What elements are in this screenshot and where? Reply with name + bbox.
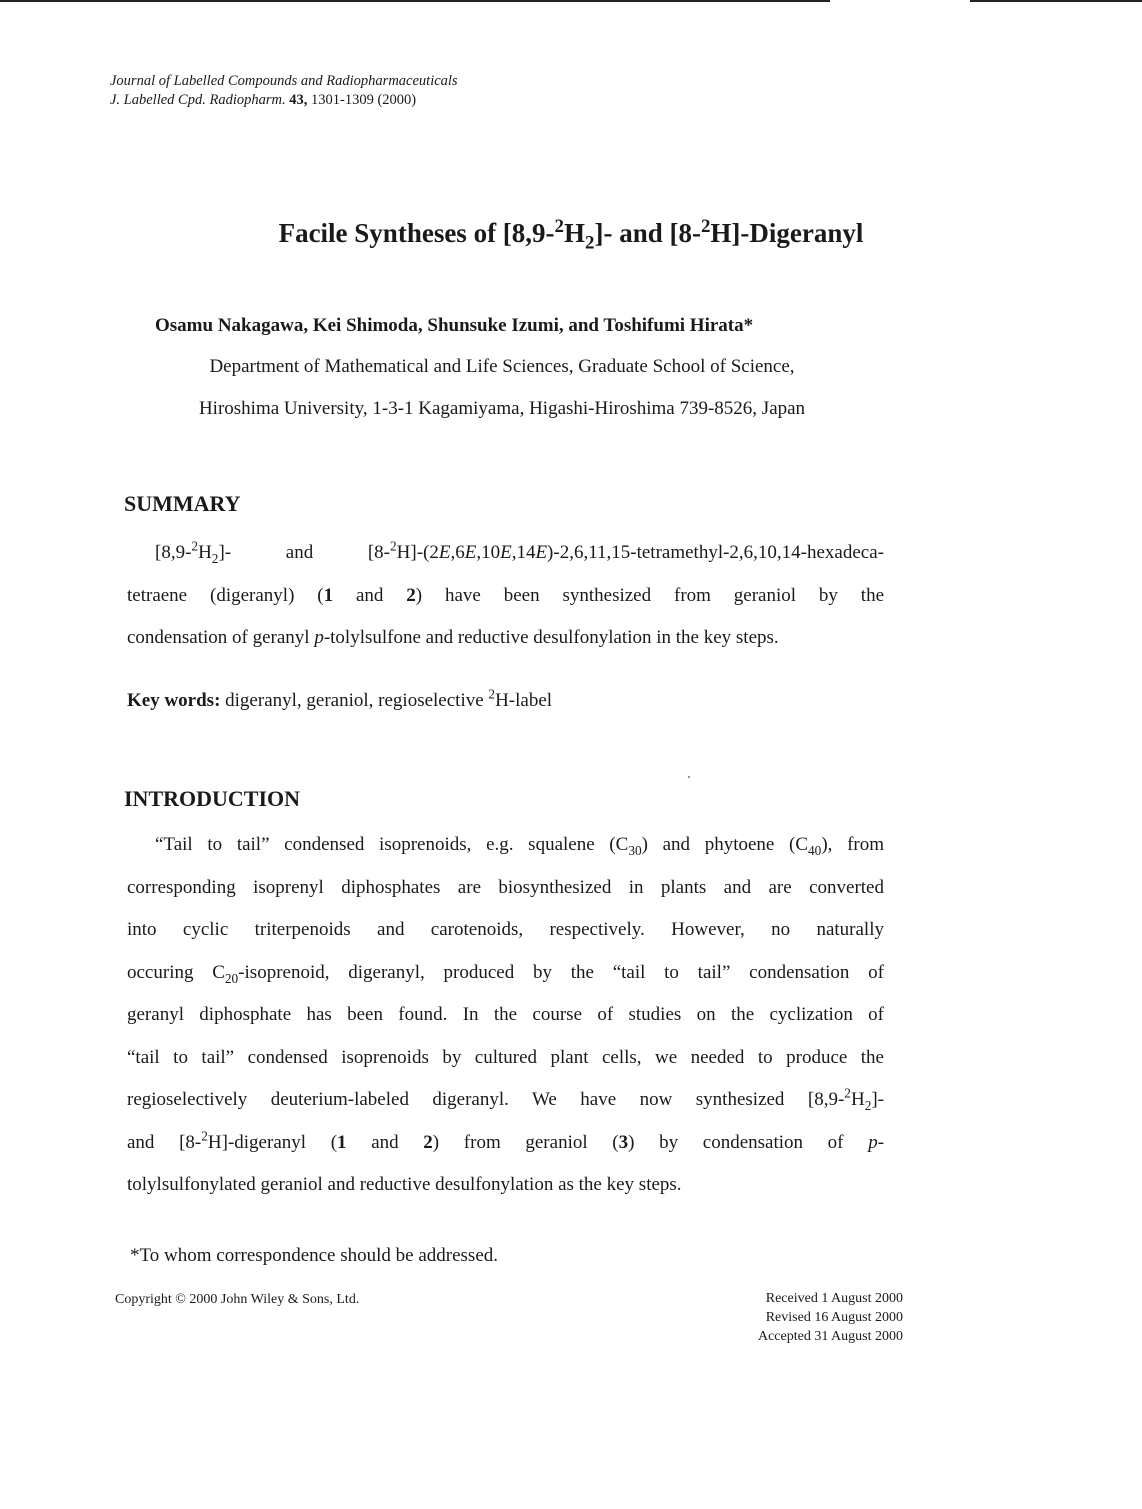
intro-line-3: into cyclic triterpenoids and carotenoids, respectively. However, no naturally (127, 919, 884, 940)
summary-paragraph (127, 532, 884, 660)
accepted-date: Accepted 31 August 2000 (757, 1329, 903, 1344)
journal-volume: 43, (289, 92, 308, 108)
summary-line-1: $[8,9-^2H_2]-$ and [8-$^2$H]-(2E,6E,10E,14E)-2,6,11,15-tetramethyl-2,6,10,14-hexadeca- (155, 538, 884, 566)
journal-abbrev: J. Labelled Cpd. Radiopharm. (110, 92, 286, 108)
intro-line-7: regioselectively deuterium-labeled digeranyl. We have now synthesized $[8,9-^2H_2]-$ (127, 1085, 884, 1113)
received-dates (758, 1289, 903, 1346)
introduction-heading: INTRODUCTION (124, 786, 301, 811)
intro-line-4: occuring $C_{20}$-isoprenoid, digeranyl, produced by the “tail to tail” condensation of (127, 961, 884, 986)
summary-heading: SUMMARY (124, 491, 241, 516)
intro-line-8: and [8-$^2$H]-digeranyl (1 and 2) from geraniol (3) by condensation of p- (127, 1128, 885, 1153)
top-rule-right (970, 0, 1142, 2)
author-list: Osamu Nakagawa, Kei Shimoda, Shunsuke Izumi, and Toshifumi Hirata* (155, 315, 754, 336)
correspondence-footnote: *To whom correspondence should be addressed. (130, 1245, 499, 1266)
journal-pages: 1301-1309 (2000) (310, 92, 417, 108)
keywords: Key words: digeranyl, geraniol, regioselective $^2$H-label (127, 686, 553, 711)
received-date: Received 1 August 2000 (765, 1291, 903, 1306)
scan-speck (688, 776, 690, 778)
intro-line-5: geranyl diphosphate has been found. In the course of studies on the cyclization of (127, 1004, 884, 1025)
affiliation-line-1: Department of Mathematical and Life Sciences, Graduate School of Science, (209, 356, 795, 377)
introduction-paragraph (127, 824, 884, 1207)
affiliation-line-2: Hiroshima University, 1-3-1 Kagamiyama, Higashi-Hiroshima 739-8526, Japan (198, 398, 806, 419)
summary-line-3: condensation of geranyl p-tolylsulfone and reductive desulfonylation in the key steps. (127, 627, 779, 648)
intro-line-6: “tail to tail” condensed isoprenoids by cultured plant cells, we needed to produce the (127, 1046, 884, 1068)
journal-name: Journal of Labelled Compounds and Radiopharmaceuticals (110, 73, 458, 89)
journal-header (110, 72, 458, 110)
intro-line-1: “Tail to tail” condensed isoprenoids, e.g. squalene $(C_{30})$ and phytoene $(C_{40})$, from (155, 834, 885, 858)
top-rule (0, 0, 830, 2)
intro-line-2: corresponding isoprenyl diphosphates are biosynthesized in plants and are converted (127, 876, 884, 898)
copyright-notice: Copyright © 2000 John Wiley & Sons, Ltd. (115, 1292, 360, 1307)
intro-line-9: tolylsulfonylated geraniol and reductive desulfonylation as the key steps. (127, 1174, 682, 1195)
summary-line-2: tetraene (digeranyl) (1 and 2) have been synthesized from geraniol by the (127, 584, 885, 606)
keywords-label: Key words: (127, 690, 221, 711)
revised-date: Revised 16 August 2000 (765, 1310, 903, 1325)
article-title: Facile Syntheses of $[8,9-^2H_2]-$ and [8-$^2$H]-Digeranyl (278, 216, 864, 254)
journal-citation (110, 91, 458, 110)
